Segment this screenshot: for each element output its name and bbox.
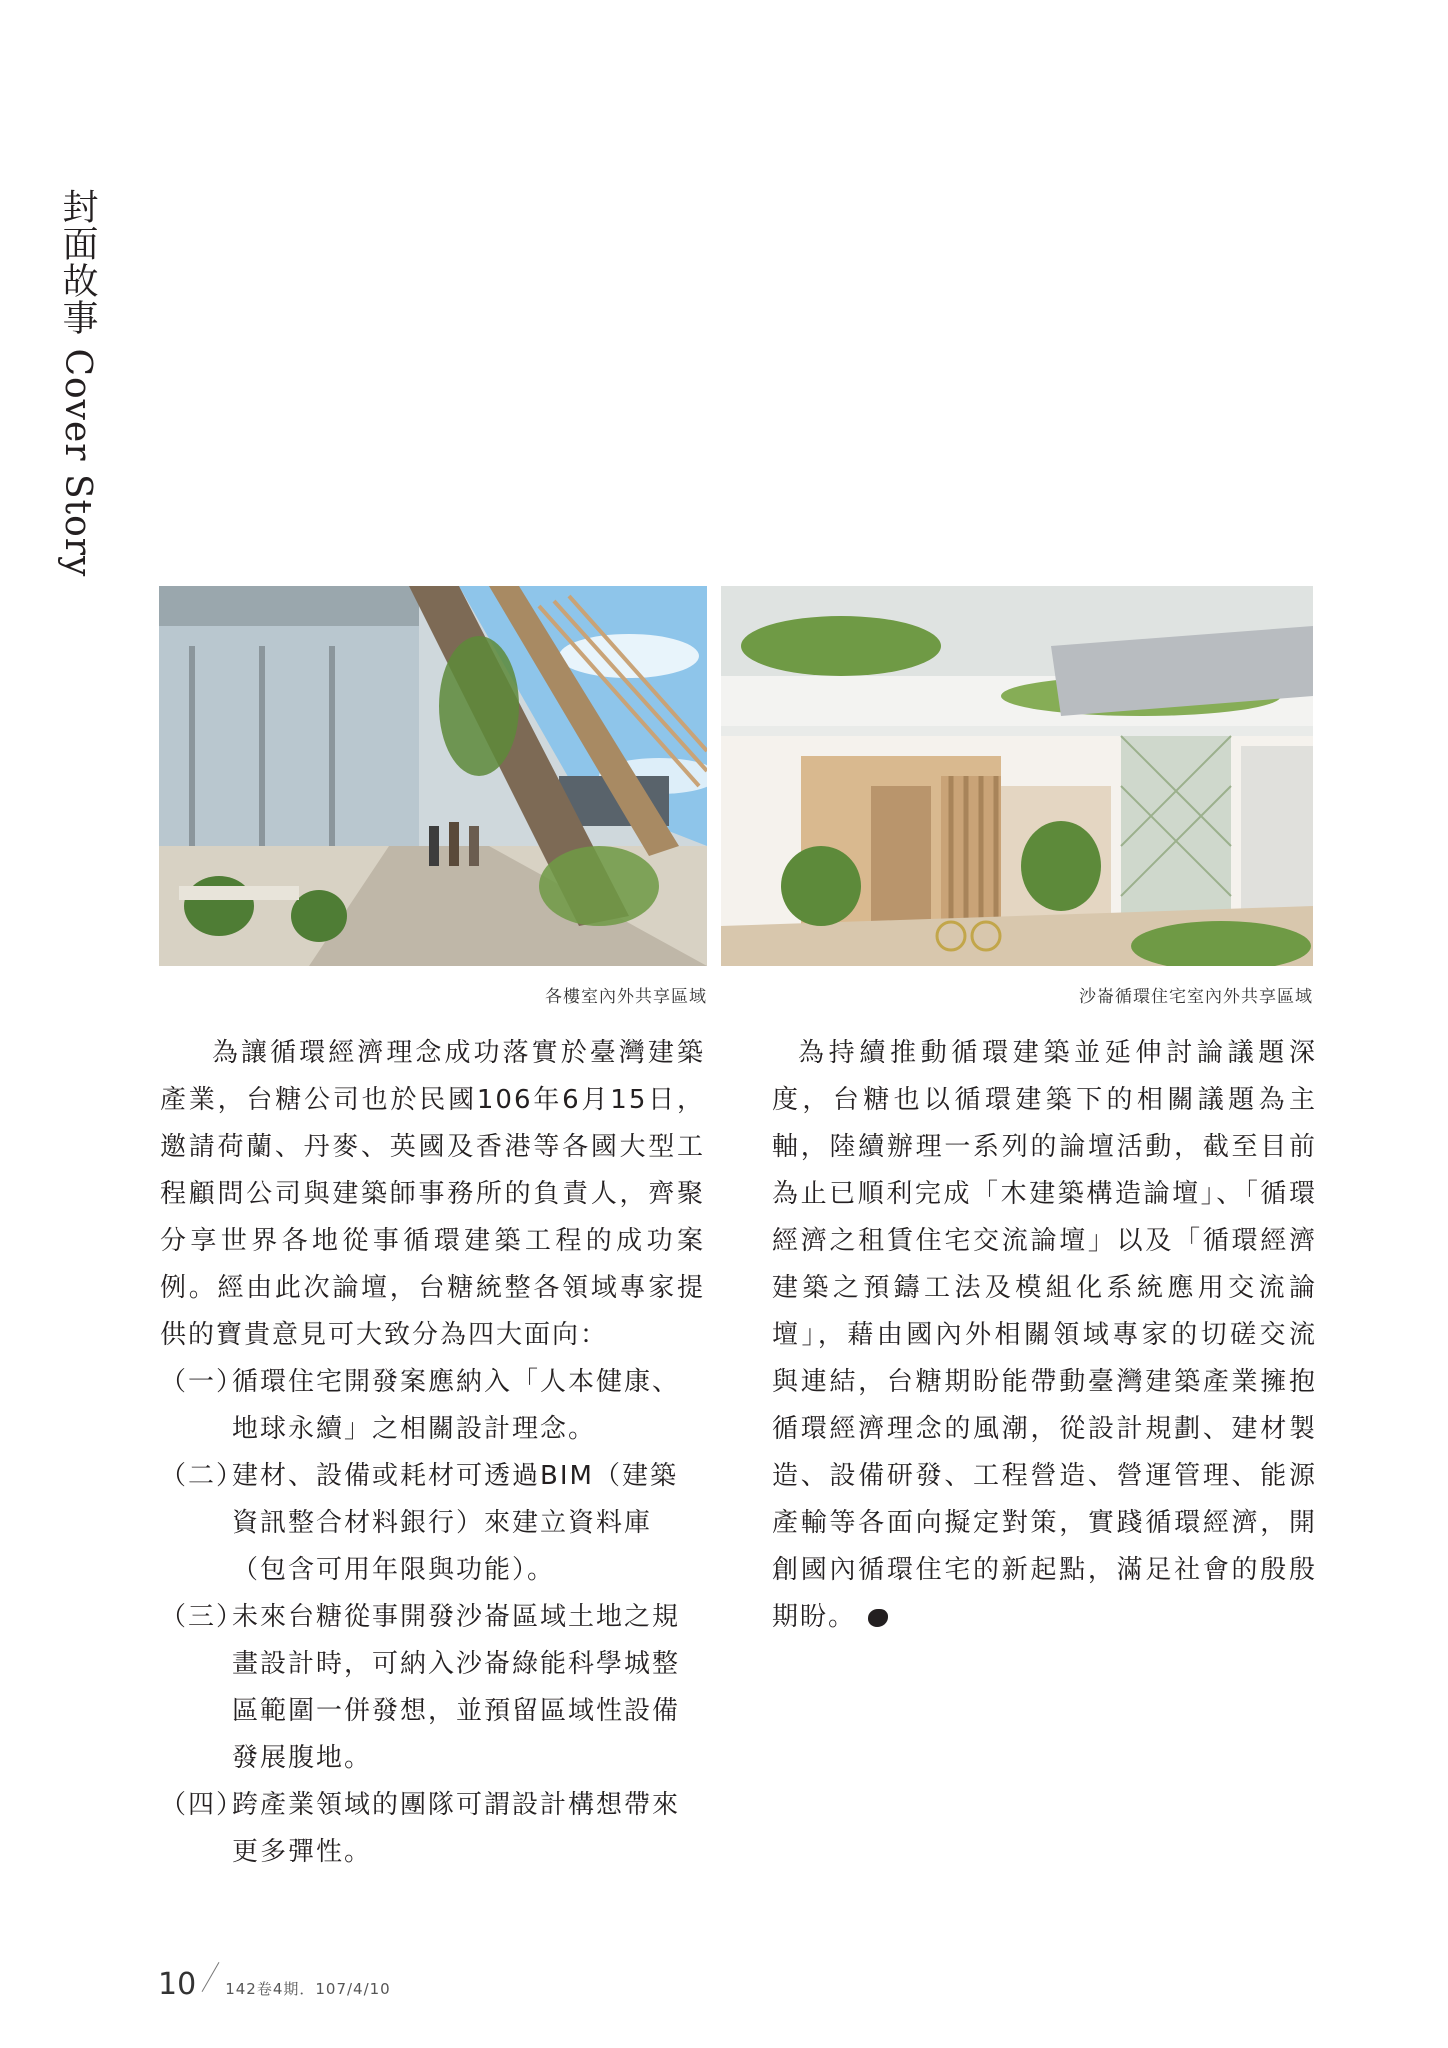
list-text: 建材、設備或耗材可透過BIM（建築資訊整合材料銀行）來建立資料庫（包含可用年限與功能）。 (232, 1461, 678, 1585)
slash-divider (202, 1962, 220, 1992)
intro-paragraph: 為讓循環經濟理念成功落實於臺灣建築產業，台糖公司也於民國106年6月15日，邀請荷蘭、丹麥、英國及香港等各國大型工程顧問公司與建築師事務所的負責人，齊聚分享世界各地從事循環建築工程的成功案例。經由此次論壇，台糖統整各領域專家提供的寶貴意見可大致分為四大面向： (160, 1038, 705, 1350)
corridor-photo (159, 586, 707, 966)
body-text: 為持續推動循環建築並延伸討論議題深度，台糖也以循環建築下的相關議題為主軸，陸續辦理一系列的論壇活動，截至目前為止已順利完成「木建築構造論壇」、「循環經濟之租賃住宅交流論壇」以及「循環經濟建築之預鑄工法及模組化系統應用交流論壇」，藉由國內外相關領域專家的切磋交流與連結，台糖期盼能帶動臺灣建築產業擁抱循環經濟理念的風潮，從設計規劃、建材製造、設備研發、工程營造、營運管理、能源產輸等各面向擬定對策，實踐循環經濟，開創國內循環住宅的新起點，滿足社會的殷殷期盼。 (772, 1038, 1317, 1632)
issue-info: 142卷4期．107/4/10 (225, 1980, 391, 1998)
page-number: 10 (158, 1967, 197, 2002)
list-text: 跨產業領域的團隊可謂設計構想帶來更多彈性。 (232, 1790, 681, 1867)
list-item (160, 1359, 705, 1453)
left-column (160, 1030, 705, 1876)
list-text: 循環住宅開發案應納入「人本健康、地球永續」之相關設計理念。 (232, 1367, 681, 1444)
list-text: 未來台糖從事開發沙崙區域土地之規畫設計時，可納入沙崙綠能科學城整區範圍一併發想，並預留區域性設備發展腹地。 (232, 1602, 681, 1773)
figure-caption-left: 各樓室內外共享區域 (545, 987, 707, 1007)
list-number: （二） (160, 1461, 245, 1491)
section-label: 封面故事 Cover Story (57, 188, 98, 578)
list-number: （四） (160, 1790, 245, 1820)
end-mark-icon (868, 1609, 888, 1627)
list-item (160, 1594, 705, 1782)
list-item (160, 1453, 705, 1594)
housing-photo (721, 586, 1313, 966)
body-paragraph (772, 1030, 1317, 1641)
list-number: （三） (160, 1602, 245, 1632)
list-item (160, 1782, 705, 1876)
figure-caption-right: 沙崙循環住宅室內外共享區域 (1079, 987, 1313, 1007)
page-footer (158, 1960, 391, 2002)
right-column (772, 1030, 1317, 1641)
list-number: （一） (160, 1367, 245, 1397)
